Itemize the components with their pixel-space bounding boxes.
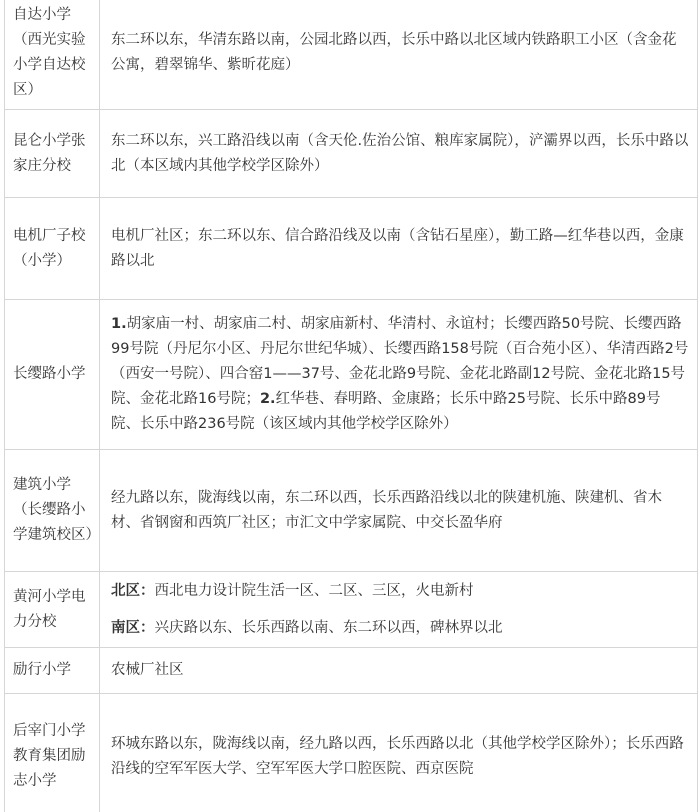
school-name: 建筑小学（长缨路小学建筑校区）: [13, 477, 100, 543]
school-name: 昆仑小学张家庄分校: [13, 132, 86, 174]
district-area-cell: [100, 0, 698, 110]
district-area-cell: [100, 450, 698, 572]
area-text: 东二环以东，华清东路以南，公园北路以西，长乐中路以北区域内铁路职工小区（含金花公寓，碧翠锦华、紫昕花庭）: [111, 32, 677, 73]
table-row: [5, 300, 698, 450]
table-row: [5, 694, 698, 812]
school-name-cell: [5, 0, 100, 110]
district-area-cell: [100, 300, 698, 450]
table-row: [5, 198, 698, 300]
area-text: 东二环以东，兴工路沿线以南（含天伦.佐治公馆、粮库家属院），浐灞界以西，长乐中路以北（本区域内其他学校学区除外）: [111, 132, 689, 174]
school-name-cell: [5, 572, 100, 648]
area-text: 环城东路以东，陇海线以南，经九路以西，长乐西路以北（其他学校学区除外）；长乐西路沿线的空军军医大学、空军军医大学口腔医院、西京医院: [111, 735, 684, 777]
area-text: 电机厂社区；东二环以东、信合路沿线及以南（含钻石星座），勤工路—红华巷以西，金康路以北: [111, 227, 684, 269]
table-row: [5, 450, 698, 572]
school-name-cell: [5, 450, 100, 572]
school-name-cell: [5, 198, 100, 300]
school-name: 电机厂子校（小学）: [13, 227, 86, 269]
school-name-cell: [5, 648, 100, 694]
school-name-cell: [5, 110, 100, 198]
district-area-cell: [100, 110, 698, 198]
district-area-cell: [100, 648, 698, 694]
school-district-table: [4, 0, 698, 812]
district-area-cell: [100, 572, 698, 648]
table-row: [5, 572, 698, 648]
district-area-cell: [100, 198, 698, 300]
area-text-north: 北区：西北电力设计院生活一区、二区、三区，火电新村: [111, 582, 474, 599]
area-text: 1.胡家庙一村、胡家庙二村、胡家庙新村、华清村、永谊村；长缨西路50号院、长缨西路99号院（丹尼尔小区、丹尼尔世纪华城）、长缨西路158号院（百合苑小区）、华清西路2号（西安一号院）、四合窑1——37号、金花北路9号院、金花北路副12号院、金花北路15号院、金花北路16号院；2.红华巷、春明路、金康路；长乐中路25号院、长乐中路89号院、长乐中路236号院（该区域内其他学校学区除外）: [111, 316, 689, 432]
area-text: 经九路以东，陇海线以南，东二环以西，长乐西路沿线以北的陕建机施、陕建机、省木材、省钢窗和西筑厂社区；市汇文中学家属院、中交长盈华府: [111, 489, 662, 531]
school-name: 励行小学: [13, 662, 71, 678]
table-row: [5, 648, 698, 694]
school-name: 长缨路小学: [13, 366, 86, 382]
district-area-cell: [100, 694, 698, 812]
school-name: 自达小学（西光实验小学自达校区）: [13, 7, 86, 98]
area-text: 农械厂社区: [111, 662, 184, 678]
school-name-cell: [5, 694, 100, 812]
table-row: [5, 110, 698, 198]
school-name: 黄河小学电力分校: [13, 588, 86, 630]
school-name: 后宰门小学教育集团励志小学: [13, 723, 86, 789]
table-row: [5, 0, 698, 110]
area-text-south: 南区：兴庆路以东、长乐西路以南、东二环以西，碑林界以北: [111, 619, 503, 636]
school-name-cell: [5, 300, 100, 450]
